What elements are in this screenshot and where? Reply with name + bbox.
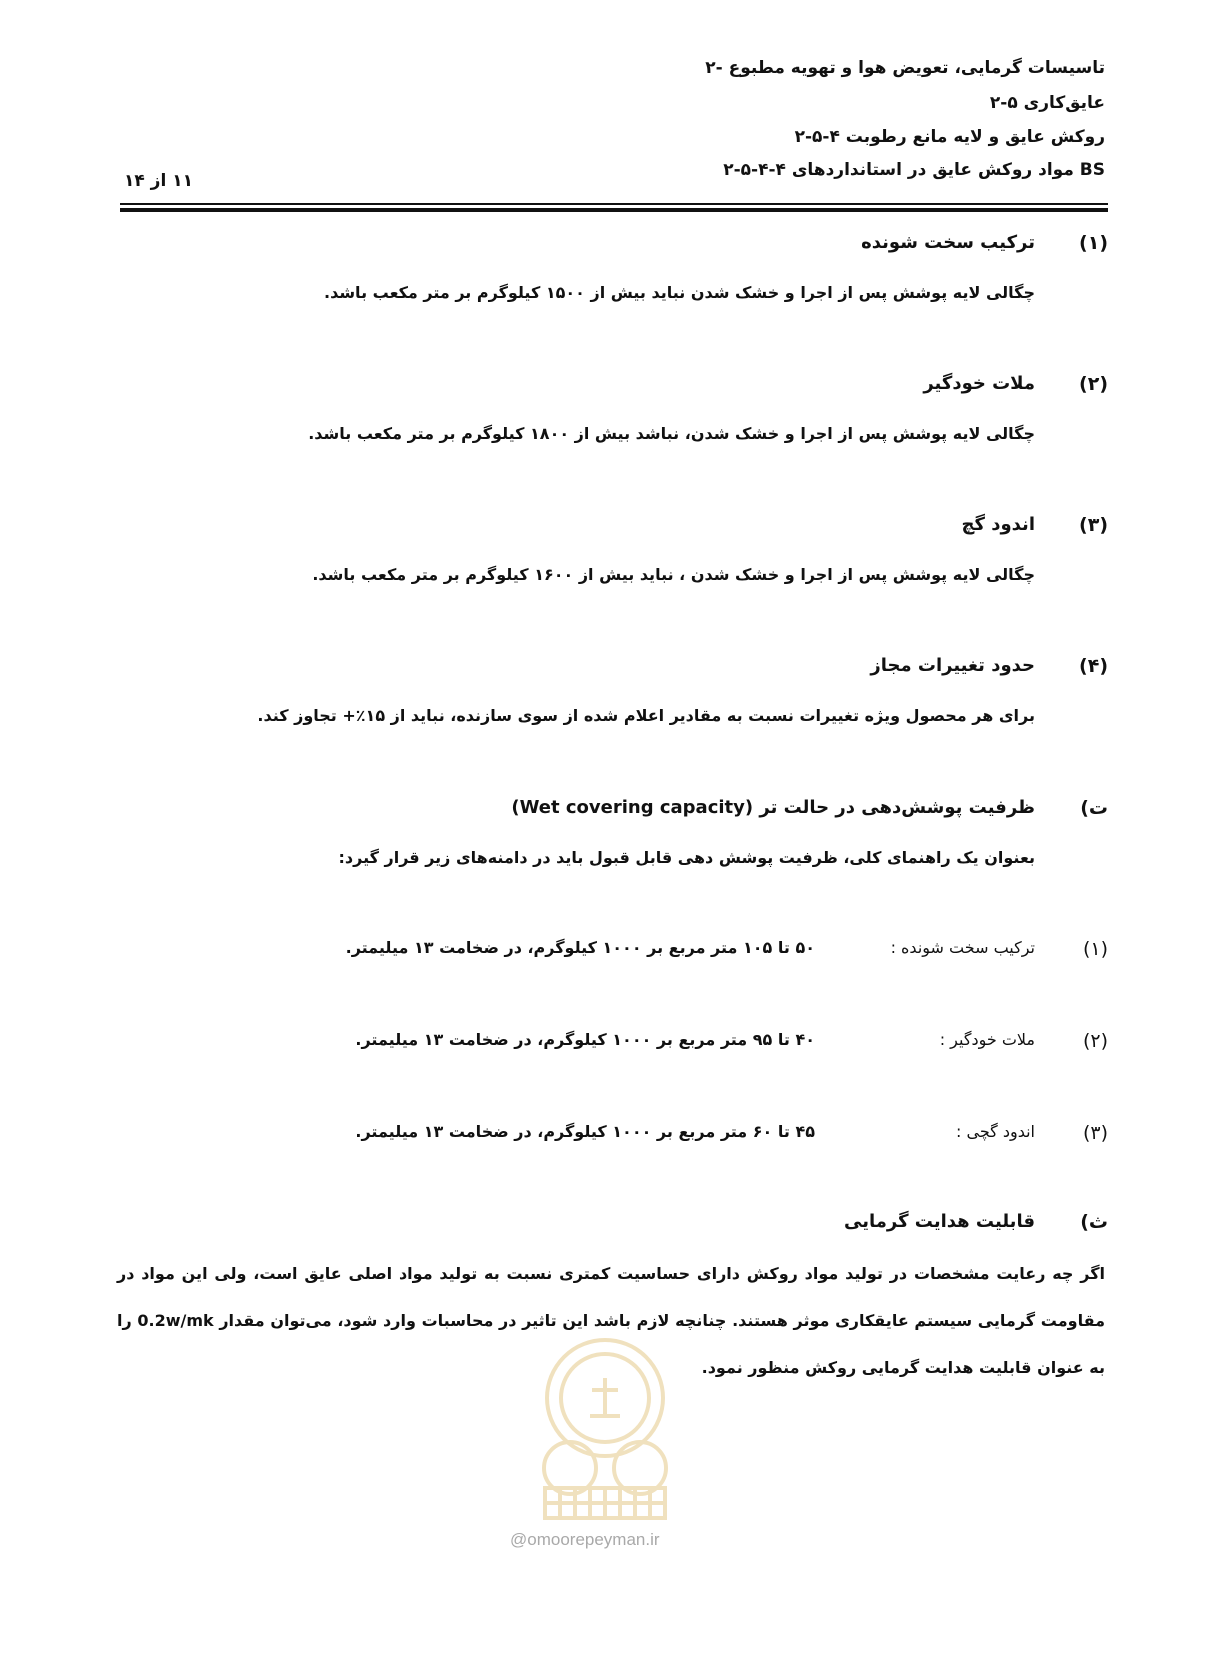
section-text: چگالی لایه پوشش پس از اجرا و خشک شدن نباید بیش از ۱۵۰۰ کیلوگرم بر متر مکعب باشد. (324, 283, 1035, 302)
list-item-number: (۱) (1082, 938, 1108, 960)
section-number: (۳) (1079, 514, 1108, 536)
section-title: حدود تغییرات مجاز (870, 655, 1035, 676)
section-text: چگالی لایه پوشش پس از اجرا و خشک شدن ، نباید بیش از ۱۶۰۰ کیلوگرم بر متر مکعب باشد. (312, 565, 1035, 584)
header-divider-thick (120, 208, 1108, 212)
section-number: (۴) (1079, 655, 1108, 677)
section-number: (۲) (1079, 373, 1108, 395)
section-title: قابلیت هدایت گرمایی (844, 1211, 1035, 1232)
section-title: ظرفیت پوشش‌دهی در حالت تر (Wet covering capacity) (511, 797, 1035, 818)
section-letter: ث) (1080, 1211, 1108, 1233)
list-item-value: ۴۰ تا ۹۵ متر مربع بر ۱۰۰۰ کیلوگرم، در ضخامت ۱۳ میلیمتر. (355, 1030, 815, 1049)
section-text: چگالی لایه پوشش پس از اجرا و خشک شدن، نباشد بیش از ۱۸۰۰ کیلوگرم بر متر مکعب باشد. (308, 424, 1035, 443)
header-topic: ۲-۵-۴-۴ مواد روکش عایق در استانداردهای BS (723, 160, 1105, 180)
watermark-text: @omoorepeyman.ir (510, 1530, 660, 1549)
section-letter: ت) (1080, 797, 1108, 819)
header-section: ۲-۵ عایق‌کاری (989, 93, 1105, 113)
list-item-label: ملات خودگیر : (939, 1030, 1035, 1049)
list-item-number: (۳) (1082, 1122, 1108, 1144)
header-divider (120, 203, 1108, 205)
list-item-number: (۲) (1082, 1030, 1108, 1052)
section-text: برای هر محصول ویژه تغییرات نسبت به مقادیر اعلام شده از سوی سازنده، نباید از ۱۵٪+ تجاوز کند. (257, 706, 1035, 725)
section-paragraph: اگر چه رعایت مشخصات در تولید مواد روکش دارای حساسیت کمتری نسبت به تولید مواد اصلی عایق است، ولی این مواد در مقاومت گرمایی سیستم عایقکاری موثر هستند. چنانچه لازم باشد این تاثیر در محاسبات وارد شود، می‌توان مقدار 0.2w/mk را به عنوان قابلیت هدایت گرمایی روکش منظور نمود. (117, 1264, 1105, 1377)
section-intro: بعنوان یک راهنمای کلی، ظرفیت پوشش دهی قابل قبول باید در دامنه‌های زیر قرار گیرد: (338, 848, 1035, 867)
header-chapter: ۲- تاسیسات گرمایی، تعویض هوا و تهویه مطبوع (705, 58, 1105, 78)
list-item-value: ۵۰ تا ۱۰۵ متر مربع بر ۱۰۰۰ کیلوگرم، در ضخامت ۱۳ میلیمتر. (345, 938, 815, 957)
section-title: ترکیب سخت شونده (861, 232, 1035, 253)
section-number: (۱) (1079, 232, 1108, 254)
list-item-value: ۴۵ تا ۶۰ متر مربع بر ۱۰۰۰ کیلوگرم، در ضخامت ۱۳ میلیمتر. (355, 1122, 815, 1141)
list-item-label: ترکیب سخت شونده : (890, 938, 1035, 957)
page-number: ۱۱ از ۱۴ (124, 171, 193, 191)
section-title: ملات خودگیر (923, 373, 1035, 394)
header-subsection: ۲-۵-۴ روکش عایق و لایه مانع رطوبت (794, 127, 1105, 147)
section-title: اندود گچ (961, 514, 1035, 535)
watermark-seal-icon (500, 1318, 710, 1528)
list-item-label: اندود گچی : (956, 1122, 1035, 1141)
